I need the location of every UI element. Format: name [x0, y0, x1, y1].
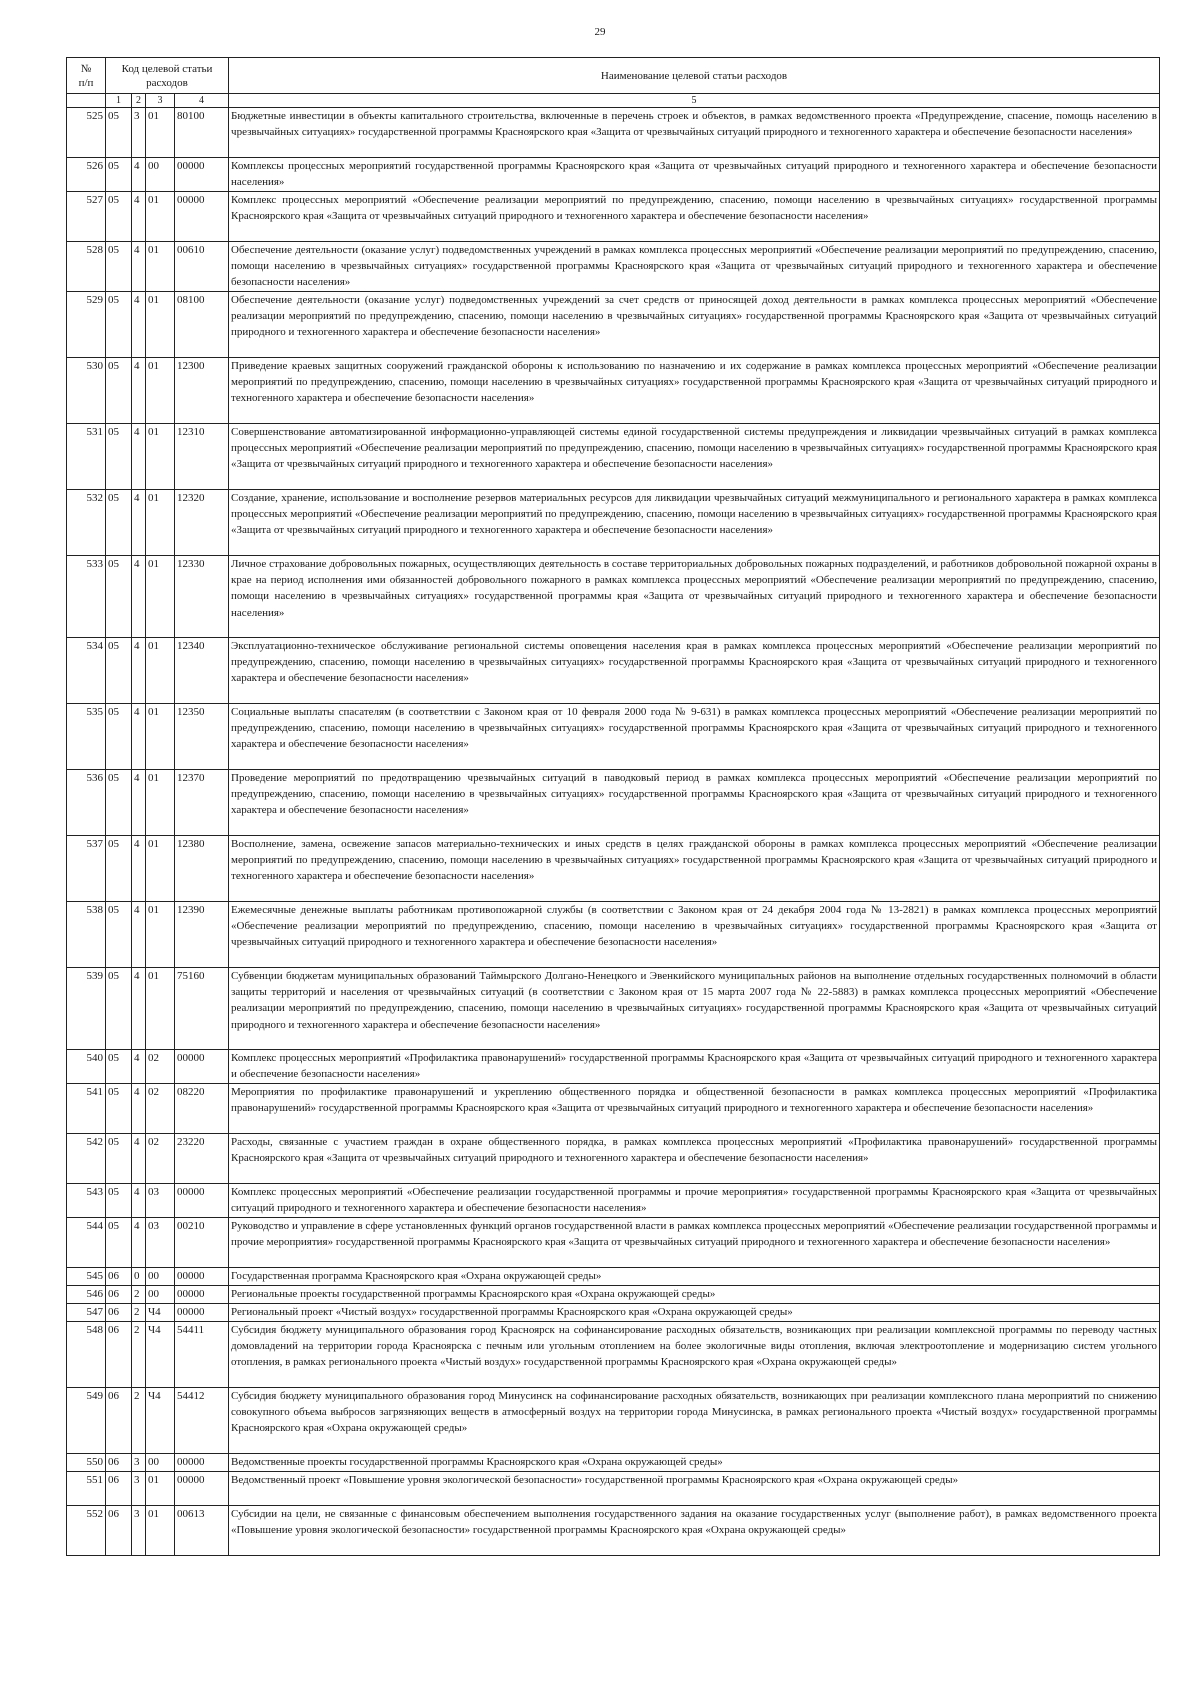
code-2-cell: 4	[132, 1218, 146, 1268]
table-row	[67, 902, 1160, 968]
code-1-cell: 06	[106, 1304, 132, 1322]
expense-name-cell: Субсидии на цели, не связанные с финансовым обеспечением выполнения государственного задания на оказание государственных услуг (выполнение работ), в рамках ведомственного проекта «Повышение уровня экологической безопасности» государственной программы Красноярского края «Охрана окружающей среды»	[229, 1506, 1160, 1556]
row-number-cell: 536	[67, 770, 106, 836]
code-3-cell: 03	[146, 1218, 175, 1268]
code-3-cell: 01	[146, 902, 175, 968]
expense-name-cell: Создание, хранение, использование и восполнение резервов материальных ресурсов для ликвидации чрезвычайных ситуаций межмуниципального и регионального характера в рамках комплекса процессных мероприятий «Обеспечение реализации мероприятий по предупреждению, спасению, помощи населению в чрезвычайных ситуациях» государственной программы Красноярского края «Защита от чрезвычайных ситуаций природного и техногенного характера и обеспечение безопасности населения»	[229, 490, 1160, 556]
code-4-cell: 12300	[175, 358, 229, 424]
code-3-cell: 00	[146, 1286, 175, 1304]
code-2-cell: 4	[132, 1050, 146, 1084]
code-2-cell: 4	[132, 1084, 146, 1134]
table-row	[67, 1388, 1160, 1454]
table-row	[67, 1050, 1160, 1084]
table-row	[67, 770, 1160, 836]
code-1-cell: 05	[106, 108, 132, 158]
row-number-cell: 529	[67, 292, 106, 358]
code-1-cell: 06	[106, 1506, 132, 1556]
code-1-cell: 05	[106, 1084, 132, 1134]
expense-name-cell: Личное страхование добровольных пожарных, осуществляющих деятельность в составе территориальных добровольных пожарных подразделений, и работников добровольной пожарной охраны в крае на период исполнения ими обязанностей добровольного пожарного в рамках комплекса процессных мероприятий «Обеспечение реализации мероприятий по предупреждению, спасению, помощи населению в чрезвычайных ситуациях» государственной программы края «Защита от чрезвычайных ситуаций природного и техногенного характера и обеспечение безопасности населения»	[229, 556, 1160, 638]
code-4-cell: 12310	[175, 424, 229, 490]
page-number: 29	[594, 26, 606, 38]
expense-name-cell: Эксплуатационно-техническое обслуживание региональной системы оповещения населения края в рамках комплекса процессных мероприятий «Обеспечение реализации мероприятий по предупреждению, спасению, помощи населению в чрезвычайных ситуациях» государственной программы Красноярского края «Защита от чрезвычайных ситуаций природного и техногенного характера и обеспечение безопасности населения»	[229, 638, 1160, 704]
expense-name-cell: Субсидия бюджету муниципального образования город Красноярск на софинансирование расходных обязательств, возникающих при реализации комплексной программы по переводу частных домовладений на территории города Красноярска с печным или угольным отоплением на более экологичные виды отопления, включая электроотопление и модернизацию систем угольного отопления, в рамках регионального проекта «Чистый воздух» государственной программы Красноярского края «Охрана окружающей среды»	[229, 1322, 1160, 1388]
code-1-cell: 05	[106, 490, 132, 556]
code-3-cell: Ч4	[146, 1304, 175, 1322]
code-1-cell: 06	[106, 1286, 132, 1304]
code-4-cell: 00000	[175, 158, 229, 192]
code-1-cell: 06	[106, 1454, 132, 1472]
code-4-cell: 54411	[175, 1322, 229, 1388]
code-2-cell: 4	[132, 490, 146, 556]
code-1-cell: 05	[106, 770, 132, 836]
code-2-cell: 2	[132, 1388, 146, 1454]
code-4-cell: 23220	[175, 1134, 229, 1184]
header-col-number: 4	[175, 94, 229, 108]
table-row	[67, 158, 1160, 192]
code-2-cell: 4	[132, 292, 146, 358]
code-1-cell: 05	[106, 704, 132, 770]
table-row	[67, 292, 1160, 358]
code-4-cell: 12390	[175, 902, 229, 968]
table-row	[67, 704, 1160, 770]
code-3-cell: 00	[146, 158, 175, 192]
code-2-cell: 4	[132, 192, 146, 242]
code-4-cell: 00000	[175, 1050, 229, 1084]
header-col-number: 1	[106, 94, 132, 108]
code-4-cell: 00613	[175, 1506, 229, 1556]
row-number-cell: 526	[67, 158, 106, 192]
code-1-cell: 05	[106, 968, 132, 1050]
code-4-cell: 80100	[175, 108, 229, 158]
code-2-cell: 4	[132, 1134, 146, 1184]
code-2-cell: 4	[132, 358, 146, 424]
code-4-cell: 00000	[175, 1304, 229, 1322]
table-row	[67, 1454, 1160, 1472]
table-row	[67, 638, 1160, 704]
code-3-cell: 01	[146, 770, 175, 836]
code-4-cell: 00210	[175, 1218, 229, 1268]
row-number-cell: 528	[67, 242, 106, 292]
code-2-cell: 2	[132, 1322, 146, 1388]
code-2-cell: 4	[132, 704, 146, 770]
row-number-cell: 530	[67, 358, 106, 424]
code-2-cell: 4	[132, 968, 146, 1050]
code-4-cell: 12330	[175, 556, 229, 638]
expense-name-cell: Государственная программа Красноярского края «Охрана окружающей среды»	[229, 1268, 1160, 1286]
expense-name-cell: Комплекс процессных мероприятий «Обеспечение реализации мероприятий по предупреждению, спасению, помощи населению в чрезвычайных ситуациях» государственной программы Красноярского края «Защита от чрезвычайных ситуаций природного и техногенного характера и обеспечение безопасности населения»	[229, 192, 1160, 242]
table-row	[67, 108, 1160, 158]
row-number-cell: 546	[67, 1286, 106, 1304]
code-3-cell: 01	[146, 556, 175, 638]
code-2-cell: 4	[132, 158, 146, 192]
code-1-cell: 05	[106, 556, 132, 638]
code-2-cell: 2	[132, 1304, 146, 1322]
table-row	[67, 1218, 1160, 1268]
row-number-cell: 527	[67, 192, 106, 242]
code-2-cell: 3	[132, 1472, 146, 1506]
code-4-cell: 00000	[175, 1454, 229, 1472]
code-3-cell: 00	[146, 1454, 175, 1472]
code-2-cell: 0	[132, 1268, 146, 1286]
table-row	[67, 1084, 1160, 1134]
expense-name-cell: Обеспечение деятельности (оказание услуг) подведомственных учреждений в рамках комплекса процессных мероприятий «Обеспечение реализации мероприятий по предупреждению, спасению, помощи населению в чрезвычайных ситуациях» государственной программы Красноярского края «Защита от чрезвычайных ситуаций природного и техногенного характера и обеспечение безопасности населения»	[229, 242, 1160, 292]
row-number-cell: 545	[67, 1268, 106, 1286]
expense-name-cell: Комплексы процессных мероприятий государственной программы Красноярского края «Защита от чрезвычайных ситуаций природного и техногенного характера и обеспечение безопасности населения»	[229, 158, 1160, 192]
row-number-cell: 544	[67, 1218, 106, 1268]
code-3-cell: 01	[146, 358, 175, 424]
expense-name-cell: Комплекс процессных мероприятий «Обеспечение реализации государственной программы и прочие мероприятия» государственной программы Красноярского края «Защита от чрезвычайных ситуаций природного и техногенного характера и обеспечение безопасности населения»	[229, 1184, 1160, 1218]
code-2-cell: 4	[132, 638, 146, 704]
code-3-cell: 01	[146, 1506, 175, 1556]
code-3-cell: 03	[146, 1184, 175, 1218]
code-1-cell: 05	[106, 638, 132, 704]
row-number-cell: 525	[67, 108, 106, 158]
code-4-cell: 00000	[175, 1184, 229, 1218]
code-1-cell: 06	[106, 1322, 132, 1388]
expense-name-cell: Социальные выплаты спасателям (в соответствии с Законом края от 10 февраля 2000 года № 9-631) в рамках комплекса процессных мероприятий «Обеспечение реализации мероприятий по предупреждению, спасению, помощи населению в чрезвычайных ситуациях» государственной программы Красноярского края «Защита от чрезвычайных ситуаций природного и техногенного характера и обеспечение безопасности населения»	[229, 704, 1160, 770]
target-expense-table	[66, 57, 1160, 1556]
code-3-cell: Ч4	[146, 1388, 175, 1454]
code-1-cell: 05	[106, 292, 132, 358]
table-row	[67, 1322, 1160, 1388]
code-1-cell: 05	[106, 424, 132, 490]
code-3-cell: Ч4	[146, 1322, 175, 1388]
code-3-cell: 01	[146, 424, 175, 490]
code-4-cell: 00000	[175, 1472, 229, 1506]
table-row	[67, 1134, 1160, 1184]
table-row	[67, 1286, 1160, 1304]
header-expense-name: Наименование целевой статьи расходов	[229, 58, 1160, 94]
row-number-cell: 541	[67, 1084, 106, 1134]
code-2-cell: 4	[132, 902, 146, 968]
expense-name-cell: Восполнение, замена, освежение запасов материально-технических и иных средств в целях гражданской обороны в рамках комплекса процессных мероприятий «Обеспечение реализации мероприятий по предупреждению, спасению, помощи населению в чрезвычайных ситуациях» государственной программы Красноярского края «Защита от чрезвычайных ситуаций природного и техногенного характера и обеспечение безопасности населения»	[229, 836, 1160, 902]
code-3-cell: 02	[146, 1134, 175, 1184]
code-4-cell: 12380	[175, 836, 229, 902]
code-4-cell: 12370	[175, 770, 229, 836]
expense-name-cell: Расходы, связанные с участием граждан в охране общественного порядка, в рамках комплекса процессных мероприятий «Профилактика правонарушений» государственной программы Красноярского края «Защита от чрезвычайных ситуаций природного и техногенного характера и обеспечение безопасности населения»	[229, 1134, 1160, 1184]
expense-name-cell: Субвенции бюджетам муниципальных образований Таймырского Долгано-Ненецкого и Эвенкийского муниципальных районов на выполнение отдельных государственных полномочий в области защиты территорий и населения от чрезвычайных ситуаций (в соответствии с Законом края от 15 марта 2007 года № 22-5883) в рамках комплекса процессных мероприятий «Обеспечение реализации мероприятий по предупреждению, спасению, помощи населению в чрезвычайных ситуациях» государственной программы Красноярского края «Защита от чрезвычайных ситуаций природного и техногенного характера и обеспечение безопасности населения»	[229, 968, 1160, 1050]
code-3-cell: 02	[146, 1084, 175, 1134]
row-number-cell: 540	[67, 1050, 106, 1084]
code-2-cell: 3	[132, 1454, 146, 1472]
expense-name-cell: Региональные проекты государственной программы Красноярского края «Охрана окружающей среды»	[229, 1286, 1160, 1304]
code-4-cell: 12340	[175, 638, 229, 704]
code-4-cell: 00000	[175, 1268, 229, 1286]
row-number-cell: 547	[67, 1304, 106, 1322]
code-1-cell: 06	[106, 1388, 132, 1454]
code-4-cell: 08220	[175, 1084, 229, 1134]
expense-name-cell: Руководство и управление в сфере установленных функций органов государственной власти в рамках комплекса процессных мероприятий «Обеспечение реализации государственной программы и прочие мероприятия» государственной программы Красноярского края «Защита от чрезвычайных ситуаций природного и техногенного характера и обеспечение безопасности населения»	[229, 1218, 1160, 1268]
header-code-group: Код целевой статьи расходов	[106, 58, 229, 94]
code-4-cell: 12320	[175, 490, 229, 556]
table-row	[67, 490, 1160, 556]
expense-name-cell: Мероприятия по профилактике правонарушений и укреплению общественного порядка и общественной безопасности в рамках комплекса процессных мероприятий «Профилактика правонарушений» государственной программы Красноярского края «Защита от чрезвычайных ситуаций природного и техногенного характера и обеспечение безопасности населения»	[229, 1084, 1160, 1134]
code-2-cell: 4	[132, 1184, 146, 1218]
code-2-cell: 4	[132, 836, 146, 902]
row-number-cell: 549	[67, 1388, 106, 1454]
code-1-cell: 05	[106, 158, 132, 192]
table-row	[67, 1184, 1160, 1218]
row-number-cell: 542	[67, 1134, 106, 1184]
code-1-cell: 05	[106, 1218, 132, 1268]
code-4-cell: 75160	[175, 968, 229, 1050]
expense-name-cell: Проведение мероприятий по предотвращению чрезвычайных ситуаций в паводковый период в рамках комплекса процессных мероприятий «Обеспечение реализации мероприятий по предупреждению, спасению, помощи населению в чрезвычайных ситуациях» государственной программы Красноярского края «Защита от чрезвычайных ситуаций природного и техногенного характера и обеспечение безопасности населения»	[229, 770, 1160, 836]
row-number-cell: 550	[67, 1454, 106, 1472]
expense-name-cell: Ведомственный проект «Повышение уровня экологической безопасности» государственной программы Красноярского края «Охрана окружающей среды»	[229, 1472, 1160, 1506]
row-number-cell: 533	[67, 556, 106, 638]
code-4-cell: 00610	[175, 242, 229, 292]
code-3-cell: 01	[146, 292, 175, 358]
expense-name-cell: Региональный проект «Чистый воздух» государственной программы Красноярского края «Охрана окружающей среды»	[229, 1304, 1160, 1322]
expense-name-cell: Приведение краевых защитных сооружений гражданской обороны к использованию по назначению и их содержание в рамках комплекса процессных мероприятий «Обеспечение реализации мероприятий по предупреждению, спасению, помощи населению в чрезвычайных ситуациях» государственной программы Красноярского края «Защита от чрезвычайных ситуаций природного и техногенного характера и обеспечение безопасности населения»	[229, 358, 1160, 424]
header-col-number	[67, 94, 106, 108]
code-1-cell: 06	[106, 1268, 132, 1286]
code-1-cell: 05	[106, 192, 132, 242]
code-2-cell: 2	[132, 1286, 146, 1304]
header-row-number: № п/п	[67, 58, 106, 94]
code-4-cell: 00000	[175, 192, 229, 242]
row-number-cell: 543	[67, 1184, 106, 1218]
header-col-number: 2	[132, 94, 146, 108]
code-2-cell: 3	[132, 108, 146, 158]
code-3-cell: 01	[146, 1472, 175, 1506]
code-4-cell: 08100	[175, 292, 229, 358]
code-1-cell: 06	[106, 1472, 132, 1506]
table-row	[67, 836, 1160, 902]
row-number-cell: 534	[67, 638, 106, 704]
row-number-cell: 537	[67, 836, 106, 902]
code-3-cell: 01	[146, 242, 175, 292]
code-1-cell: 05	[106, 1050, 132, 1084]
code-1-cell: 05	[106, 242, 132, 292]
header-col-number: 3	[146, 94, 175, 108]
expense-name-cell: Совершенствование автоматизированной информационно-управляющей системы единой государственной системы предупреждения и ликвидации чрезвычайных ситуаций в рамках комплекса процессных мероприятий «Обеспечение реализации мероприятий по предупреждению, спасению, помощи населению в чрезвычайных ситуациях» государственной программы Красноярского края «Защита от чрезвычайных ситуаций природного и техногенного характера и обеспечение безопасности населения»	[229, 424, 1160, 490]
code-1-cell: 05	[106, 902, 132, 968]
code-3-cell: 01	[146, 704, 175, 770]
row-number-cell: 531	[67, 424, 106, 490]
row-number-cell: 532	[67, 490, 106, 556]
table-row	[67, 1506, 1160, 1556]
code-1-cell: 05	[106, 358, 132, 424]
expense-name-cell: Комплекс процессных мероприятий «Профилактика правонарушений» государственной программы Красноярского края «Защита от чрезвычайных ситуаций природного и техногенного характера и обеспечение безопасности населения»	[229, 1050, 1160, 1084]
code-3-cell: 01	[146, 192, 175, 242]
code-2-cell: 4	[132, 424, 146, 490]
code-4-cell: 54412	[175, 1388, 229, 1454]
code-2-cell: 3	[132, 1506, 146, 1556]
code-1-cell: 05	[106, 1184, 132, 1218]
code-3-cell: 02	[146, 1050, 175, 1084]
row-number-cell: 535	[67, 704, 106, 770]
expense-name-cell: Обеспечение деятельности (оказание услуг) подведомственных учреждений за счет средств от приносящей доход деятельности в рамках комплекса процессных мероприятий «Обеспечение реализации мероприятий по предупреждению, спасению, помощи населению в чрезвычайных ситуациях» государственной программы Красноярского края «Защита от чрезвычайных ситуаций природного и техногенного характера и обеспечение безопасности населения»	[229, 292, 1160, 358]
code-3-cell: 01	[146, 836, 175, 902]
table-row	[67, 1472, 1160, 1506]
table-row	[67, 242, 1160, 292]
expense-name-cell: Ежемесячные денежные выплаты работникам противопожарной службы (в соответствии с Законом края от 24 декабря 2004 года № 13-2821) в рамках комплекса процессных мероприятий «Обеспечение реализации мероприятий по предупреждению, спасению, помощи населению в чрезвычайных ситуациях» государственной программы Красноярского края «Защита от чрезвычайных ситуаций природного и техногенного характера и обеспечение безопасности населения»	[229, 902, 1160, 968]
code-1-cell: 05	[106, 1134, 132, 1184]
table-row	[67, 1304, 1160, 1322]
row-number-cell: 538	[67, 902, 106, 968]
row-number-cell: 548	[67, 1322, 106, 1388]
expense-name-cell: Ведомственные проекты государственной программы Красноярского края «Охрана окружающей среды»	[229, 1454, 1160, 1472]
code-3-cell: 01	[146, 108, 175, 158]
expense-name-cell: Бюджетные инвестиции в объекты капитального строительства, включенные в перечень строек и объектов, в рамках ведомственного проекта «Предупреждение, спасение, помощь населению в чрезвычайных ситуациях» государственной программы Красноярского края «Защита от чрезвычайных ситуаций природного и техногенного характера и обеспечение безопасности населения»	[229, 108, 1160, 158]
code-3-cell: 01	[146, 968, 175, 1050]
table-row	[67, 358, 1160, 424]
code-3-cell: 01	[146, 490, 175, 556]
table-row	[67, 192, 1160, 242]
code-4-cell: 00000	[175, 1286, 229, 1304]
row-number-cell: 539	[67, 968, 106, 1050]
code-2-cell: 4	[132, 770, 146, 836]
table-row	[67, 556, 1160, 638]
table-row	[67, 968, 1160, 1050]
table-row	[67, 424, 1160, 490]
code-1-cell: 05	[106, 836, 132, 902]
code-2-cell: 4	[132, 242, 146, 292]
row-number-cell: 552	[67, 1506, 106, 1556]
expense-name-cell: Субсидия бюджету муниципального образования город Минусинск на софинансирование расходных обязательств, возникающих при реализации комплексного плана мероприятий по снижению совокупного объема выбросов загрязняющих веществ в атмосферный воздух на территории города Минусинска, в рамках регионального проекта «Чистый воздух» государственной программы Красноярского края «Охрана окружающей среды»	[229, 1388, 1160, 1454]
code-3-cell: 01	[146, 638, 175, 704]
code-3-cell: 00	[146, 1268, 175, 1286]
code-2-cell: 4	[132, 556, 146, 638]
row-number-cell: 551	[67, 1472, 106, 1506]
code-4-cell: 12350	[175, 704, 229, 770]
header-col-number: 5	[229, 94, 1160, 108]
table-row	[67, 1268, 1160, 1286]
